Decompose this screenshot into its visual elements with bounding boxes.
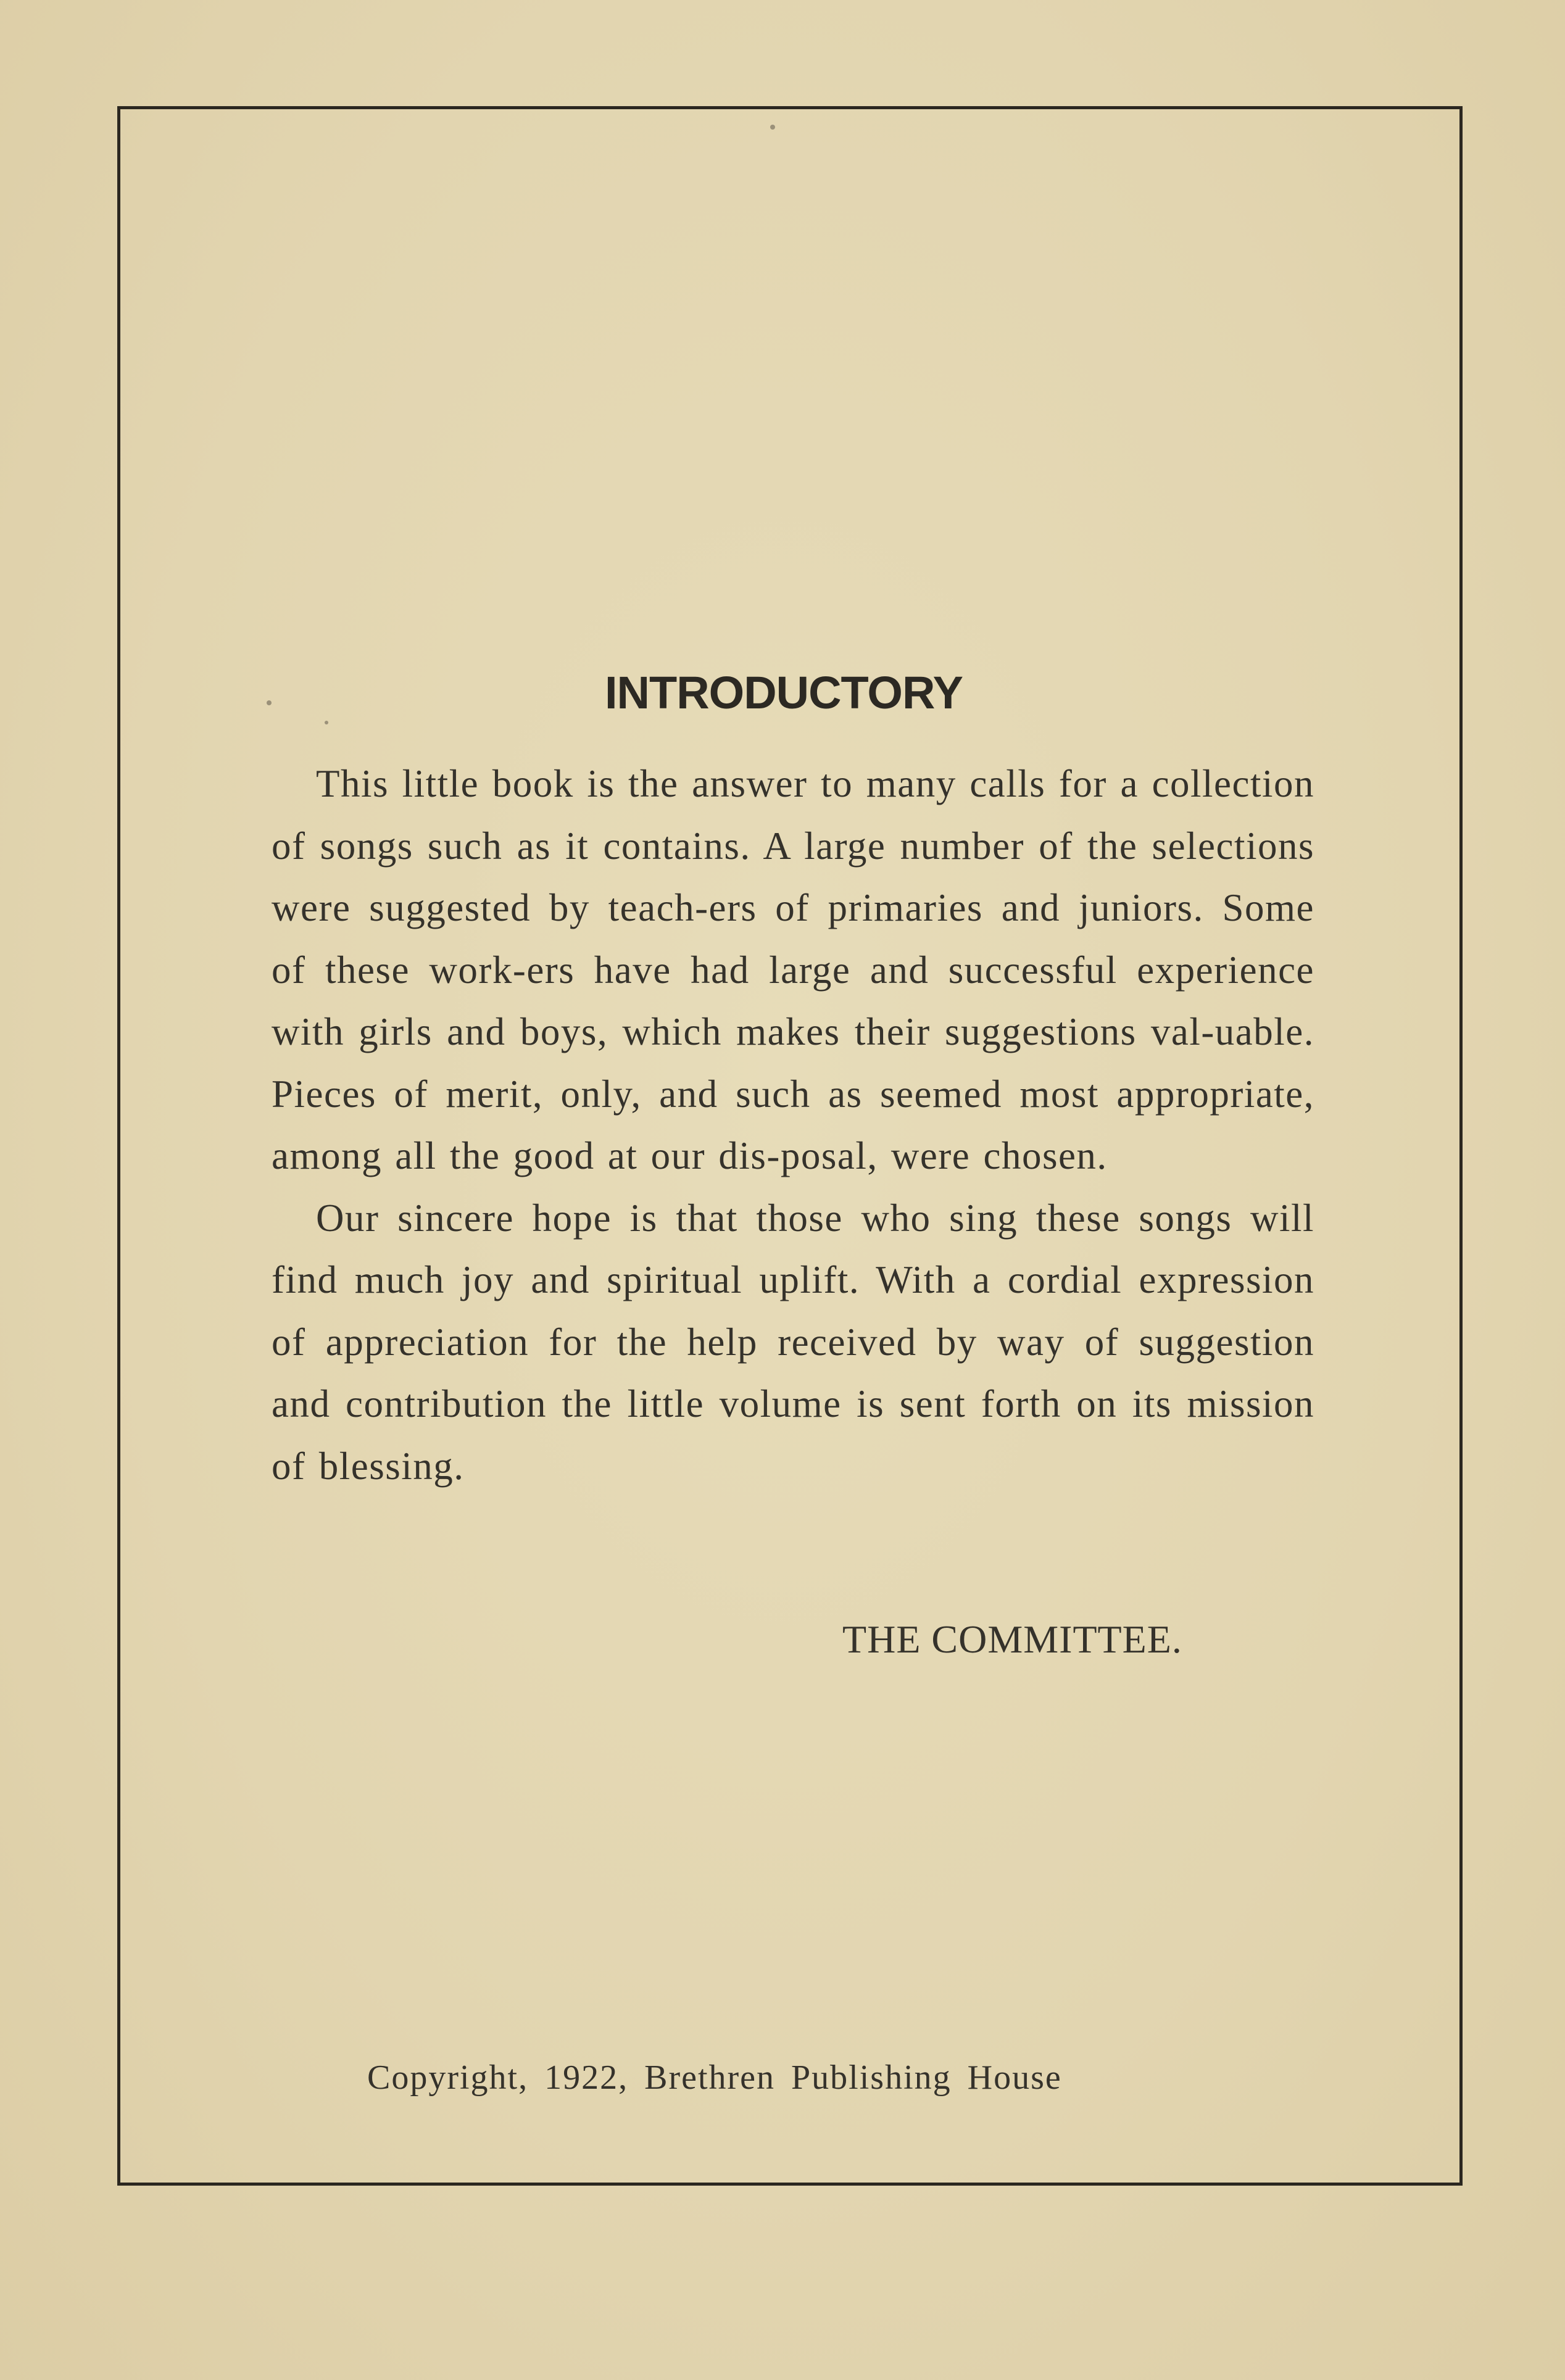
introductory-text (272, 753, 1314, 1497)
paragraph-2: Our sincere hope is that those who sing these songs will find much joy and spiritual uplift. With a cordial expression of appreciation for the help received by way of suggestion and contribution the little volume is sent forth on its mission of blessing. (272, 1196, 1314, 1488)
ink-speck (267, 700, 272, 705)
paragraph-1: This little book is the answer to many calls for a collection of songs such as it contains. A large number of the selections were suggested by teach-ers of primaries and juniors. Some of these work-ers have had large and successful experience with girls and boys, which makes their suggestions val-uable. Pieces of merit, only, and such as seemed most appropriate, among all the good at our dis-posal, were chosen. (272, 762, 1314, 1177)
ink-speck (325, 721, 328, 724)
copyright-notice: Copyright, 1922, Brethren Publishing House (367, 2059, 1062, 2097)
ink-speck (770, 125, 775, 130)
page-title: INTRODUCTORY (605, 667, 963, 718)
signature: THE COMMITTEE. (842, 1617, 1182, 1661)
